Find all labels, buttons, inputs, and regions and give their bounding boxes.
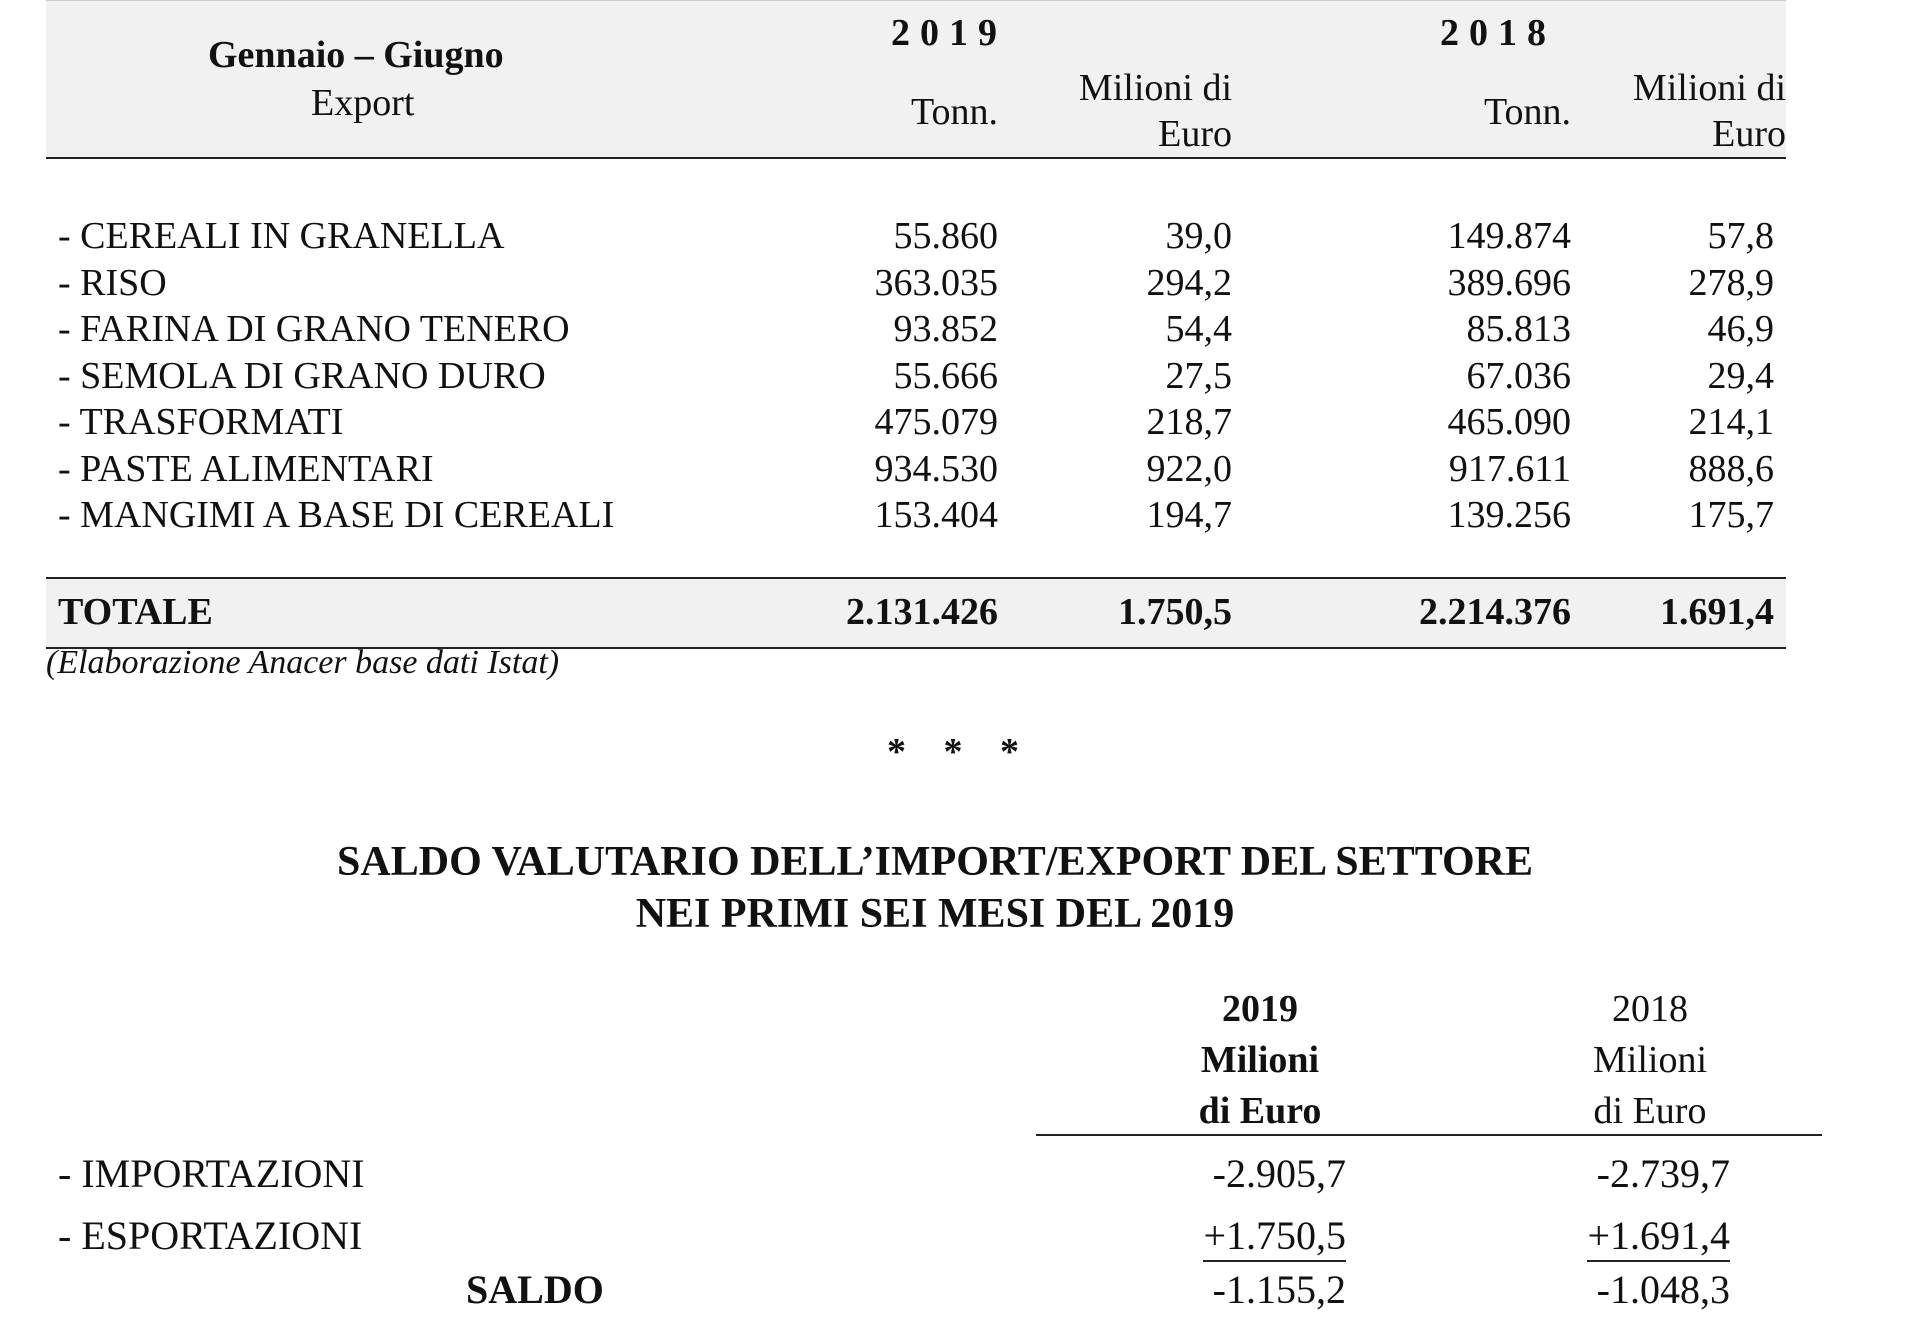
row-tonn-2018: 67.036 <box>1466 354 1571 397</box>
row-eur-2018: 214,1 <box>1688 401 1774 443</box>
table-row <box>46 260 1786 306</box>
row-eur-2018: 175,7 <box>1688 494 1774 536</box>
source-note: (Elaborazione Anacer base dati Istat) <box>46 644 560 681</box>
table-row <box>46 213 1786 259</box>
row-eur-2018: 29,4 <box>1707 354 1774 397</box>
saldo-total-2018: -1.048,3 <box>1596 1267 1730 1312</box>
row-eur-2019: 194,7 <box>1146 494 1232 536</box>
saldo-import-label: - IMPORTAZIONI <box>58 1151 365 1196</box>
row-tonn-2018: 389.696 <box>1447 261 1571 304</box>
row-label: - FARINA DI GRANO TENERO <box>58 308 570 350</box>
row-label: - PASTE ALIMENTARI <box>58 447 434 490</box>
export-table <box>46 0 1786 649</box>
row-eur-2019: 54,4 <box>1165 308 1232 350</box>
row-label: - MANGIMI A BASE DI CEREALI <box>58 494 615 536</box>
export-table-header <box>46 0 1786 159</box>
header-year-2018: 2018 <box>1440 12 1556 54</box>
saldo-title-line1: SALDO VALUTARIO DELL’IMPORT/EXPORT DEL SETTORE <box>337 839 1533 885</box>
row-tonn-2018: 917.611 <box>1448 447 1571 490</box>
row-tonn-2019: 475.079 <box>874 401 998 443</box>
saldo-export-2019: +1.750,5 <box>1203 1212 1346 1262</box>
row-eur-2019: 39,0 <box>1165 215 1232 257</box>
header-year-2019: 2019 <box>891 12 1007 54</box>
row-tonn-2019: 55.666 <box>893 354 998 397</box>
row-eur-2019: 922,0 <box>1146 447 1232 490</box>
row-tonn-2018: 465.090 <box>1447 401 1571 443</box>
header-unit-eur-2019: Milioni di Euro <box>1078 67 1232 155</box>
table-row <box>46 306 1786 352</box>
saldo-header-2019: 2019 Milioni di Euro <box>1198 988 1322 1132</box>
row-eur-2019: 27,5 <box>1165 354 1232 397</box>
header-unit-tonn-2018: Tonn. <box>1483 91 1571 133</box>
table-row <box>46 353 1786 399</box>
total-tonn-2018: 2.214.376 <box>1419 591 1571 633</box>
header-unit-eur-2018: Milioni di Euro <box>1632 67 1786 155</box>
table-row <box>46 446 1786 492</box>
saldo-import-2018: -2.739,7 <box>1596 1151 1730 1196</box>
row-tonn-2019: 93.852 <box>893 308 998 350</box>
saldo-title <box>0 836 1870 940</box>
row-label: - CEREALI IN GRANELLA <box>58 215 505 257</box>
saldo-header-2018: 2018 Milioni di Euro <box>1592 988 1708 1132</box>
export-total-row <box>46 577 1786 649</box>
saldo-header-rule <box>1036 1134 1822 1136</box>
row-eur-2019: 218,7 <box>1146 401 1232 443</box>
row-tonn-2018: 149.874 <box>1447 215 1571 257</box>
table-row <box>46 492 1786 538</box>
row-tonn-2019: 153.404 <box>874 494 998 536</box>
row-tonn-2018: 85.813 <box>1466 308 1571 350</box>
row-eur-2019: 294,2 <box>1146 261 1232 304</box>
saldo-total-label: SALDO <box>466 1267 604 1312</box>
saldo-export-label: - ESPORTAZIONI <box>58 1213 363 1258</box>
saldo-title-line2: NEI PRIMI SEI MESI DEL 2019 <box>635 891 1235 937</box>
row-label: - TRASFORMATI <box>58 401 344 443</box>
row-tonn-2019: 934.530 <box>874 447 998 490</box>
saldo-export-2018: +1.691,4 <box>1587 1212 1730 1262</box>
row-eur-2018: 57,8 <box>1707 215 1774 257</box>
section-separator: * * * <box>887 731 1033 773</box>
saldo-import-2019: -2.905,7 <box>1212 1151 1346 1196</box>
row-tonn-2019: 55.860 <box>893 215 998 257</box>
table-row <box>46 399 1786 445</box>
row-tonn-2018: 139.256 <box>1447 494 1571 536</box>
total-tonn-2019: 2.131.426 <box>846 591 998 633</box>
total-eur-2019: 1.750,5 <box>1118 591 1232 633</box>
row-eur-2018: 46,9 <box>1707 308 1774 350</box>
total-label: TOTALE <box>58 591 213 633</box>
header-unit-tonn-2019: Tonn. <box>910 91 998 133</box>
saldo-total-2019: -1.155,2 <box>1212 1267 1346 1312</box>
row-eur-2018: 278,9 <box>1688 261 1774 304</box>
row-tonn-2019: 363.035 <box>874 261 998 304</box>
export-table-body <box>46 159 1786 577</box>
header-period-title: Gennaio – Giugno <box>208 34 504 76</box>
row-eur-2018: 888,6 <box>1688 447 1774 490</box>
row-label: - SEMOLA DI GRANO DURO <box>58 354 546 397</box>
total-eur-2018: 1.691,4 <box>1660 591 1774 633</box>
header-export-label: Export <box>311 82 415 124</box>
row-label: - RISO <box>58 261 167 304</box>
